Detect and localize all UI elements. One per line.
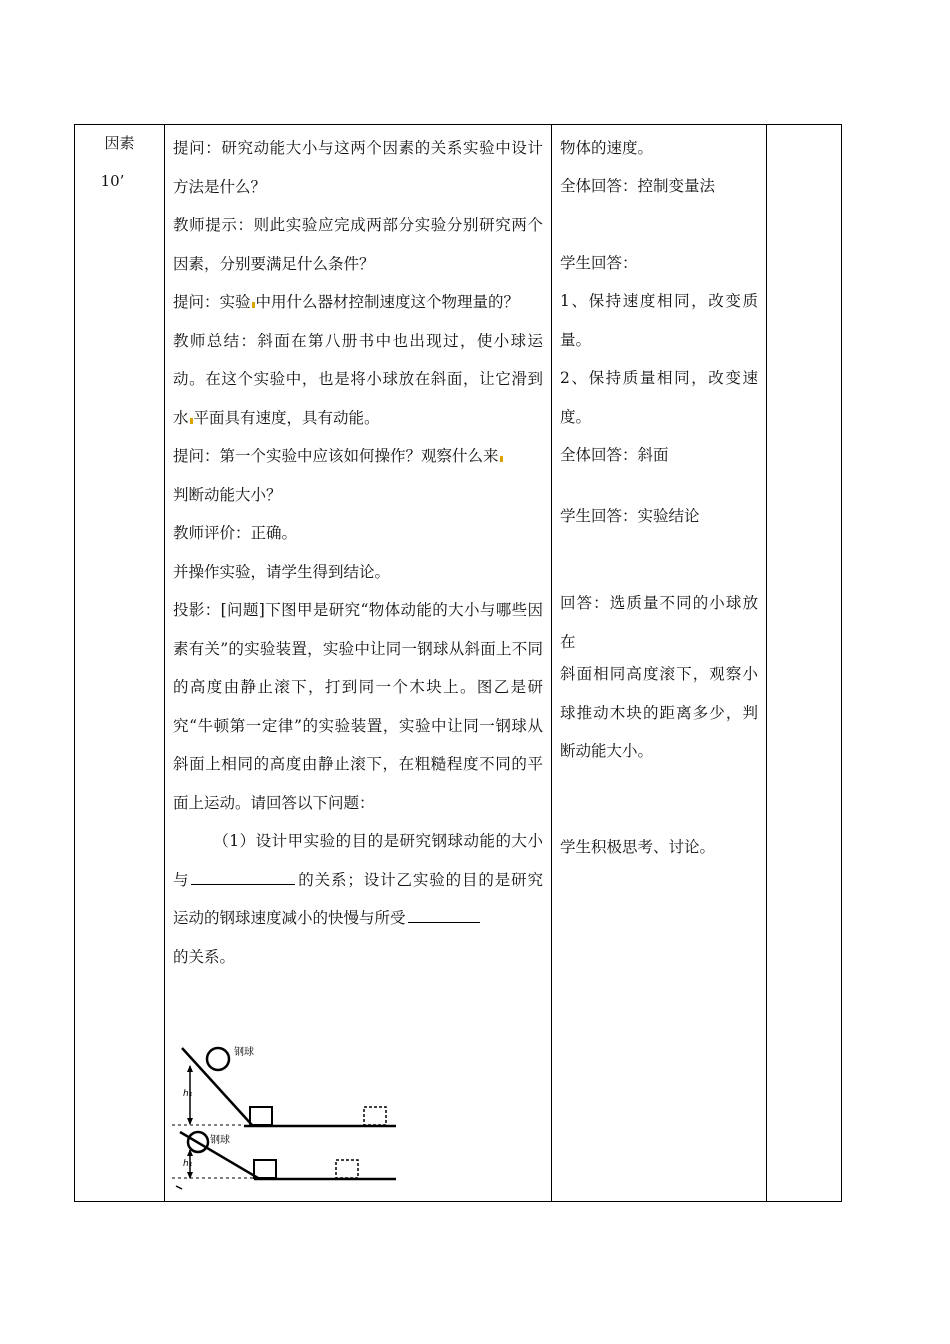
ball-label: 钢球 (234, 1047, 254, 1058)
student-answer: 学生回答： (560, 254, 638, 272)
arrow-head (187, 1065, 193, 1072)
wood-block-final (364, 1107, 386, 1125)
teacher-hint: 教师提示：则此实验应完成两部分实验分别研究两个因素，分别要满足什么条件？ (173, 216, 543, 273)
section-duration: 10’ (100, 172, 125, 190)
incline (182, 1048, 252, 1125)
stray-mark (176, 1186, 182, 1189)
student-answer: 全体回答：斜面 (560, 446, 669, 464)
question-1: （1）设计甲实验的目的是研究钢球动能的大小与 的关系；设计乙实验的目的是研究运动的钢球速度减小的快慢与所受 的关系。 (173, 832, 543, 966)
teacher-question-2: 提问：实验 中用什么器材控制速度这个物理量的？ (173, 293, 520, 311)
student-answer: 回答：选质量不同的小球放在 (560, 594, 758, 651)
student-answer: 2、保持质量相同，改变速度。 (560, 369, 758, 426)
student-activity-cell (552, 125, 767, 1202)
student-answer: 斜面相同高度滚下，观察小球推动木块的距离多少，判断动能大小。 (560, 665, 758, 760)
student-answer: 学生回答：实验结论 (560, 507, 700, 525)
student-answer: 学生积极思考、讨论。 (560, 838, 716, 856)
section-cell (75, 125, 165, 1202)
section-name: 因素 (104, 134, 135, 152)
experiment-diagram-svg (168, 1036, 400, 1196)
notes-cell (767, 125, 842, 1202)
answer-blank-1 (191, 866, 295, 884)
projection-problem: 投影：[问题]下图甲是研究“物体动能的大小与哪些因素有关”的实验装置，实验中让同一钢球从斜面上不同的高度由静止滚下，打到同一个木块上。图乙是研究“牛顿第一定律”的实验装置，实验中让同一钢球从斜面上相同的高度由静止滚下，在粗糙程度不同的平面上运动。请回答以下问题： (173, 601, 543, 812)
teacher-question-3: 提问：第一个实验中应该如何操作？观察什么来 判断动能大小？ (173, 437, 543, 514)
teacher-evaluation: 教师评价：正确。 (173, 524, 298, 542)
teacher-question-1: 提问：研究动能大小与这两个因素的关系实验中设计方法是什么？ (173, 139, 543, 196)
teacher-summary: 教师总结：斜面在第八册书中也出现过，使小球运动。在这个实验中，也是将小球放在斜面，让它滑到水 平面具有速度，具有动能。 (173, 331, 543, 427)
wood-block (250, 1107, 272, 1125)
steel-ball (207, 1048, 229, 1070)
teacher-instruction: 并操作实验，请学生得到结论。 (173, 562, 391, 581)
ball-label: 钢球 (210, 1135, 230, 1146)
apparatus-b (172, 1132, 396, 1189)
student-answer: 全体回答：控制变量法 (560, 177, 716, 195)
arrow-head (187, 1118, 193, 1125)
height-label: h₁ (183, 1089, 193, 1099)
apparatus-a (172, 1045, 396, 1126)
wood-block (254, 1160, 276, 1178)
experiment-diagram (168, 1036, 400, 1196)
wood-block-final (336, 1160, 358, 1178)
student-answer: 1、保持速度相同，改变质量。 (560, 292, 758, 349)
answer-blank-2 (408, 905, 480, 923)
student-answer: 物体的速度。 (560, 139, 654, 157)
height-label: h₁ (183, 1159, 193, 1169)
